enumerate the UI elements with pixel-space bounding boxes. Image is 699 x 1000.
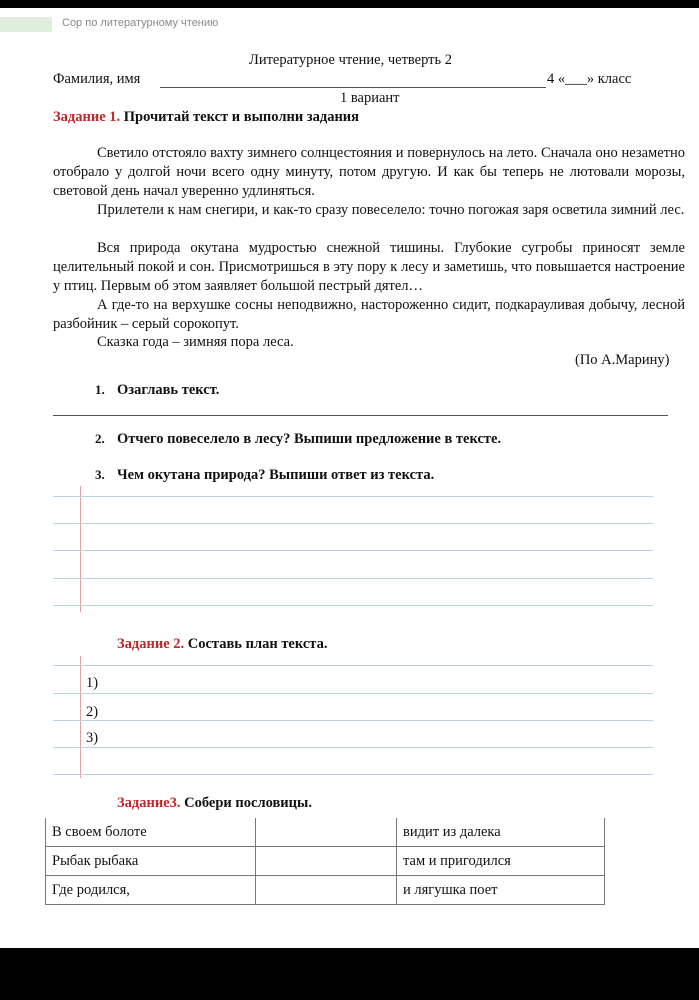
plan-line[interactable] (53, 665, 653, 666)
task2-title: Составь план текста. (187, 636, 328, 652)
table-row (46, 847, 605, 876)
question-number: 2. (95, 431, 105, 446)
task1-heading (53, 109, 359, 126)
answer-line[interactable] (53, 578, 653, 579)
task3-heading (117, 795, 312, 812)
proverb-end: и лягушка поет (397, 876, 605, 905)
grade-blank[interactable]: ___ (565, 71, 587, 87)
answer-line-title[interactable] (53, 415, 668, 416)
question-1 (95, 382, 219, 399)
proverb-end: там и пригодился (397, 847, 605, 876)
proverb-start: Где родился, (46, 876, 256, 905)
proverb-start: Рыбак рыбака (46, 847, 256, 876)
proverb-match-cell[interactable] (256, 876, 397, 905)
margin-line (80, 486, 81, 612)
answer-line[interactable] (53, 605, 653, 606)
task1-label: Задание 1. (53, 109, 121, 125)
question-text: Чем окутана природа? Выпиши ответ из текста. (117, 467, 435, 483)
plan-line[interactable] (53, 774, 653, 775)
variant-label: 1 вариант (340, 90, 400, 106)
text-paragraph: Вся природа окутана мудростью снежной тишины. Глубокие сугробы приносят земле целительный покой и сон. Присмотришься в эту пору к лесу и заметишь, что повышается настроение у птиц. Первым об этом заявляет большой пестрый дятел… (53, 240, 685, 294)
question-text: Отчего повеселело в лесу? Выпиши предложение в тексте. (117, 431, 502, 447)
answer-line[interactable] (53, 523, 653, 524)
question-number: 3. (95, 467, 105, 482)
grade-prefix: 4 « (547, 71, 566, 87)
task1-title: Прочитай текст и выполни задания (123, 109, 360, 125)
document-title-bar (0, 8, 699, 42)
proverbs-table (45, 818, 605, 905)
question-2 (95, 431, 501, 448)
plan-line[interactable] (53, 747, 653, 748)
grade-field (547, 71, 631, 88)
question-number: 1. (95, 382, 105, 397)
title-accent (0, 17, 52, 32)
subject-title: Литературное чтение, четверть 2 (249, 52, 452, 68)
task2-heading (117, 636, 327, 653)
table-row (46, 876, 605, 905)
name-label: Фамилия, имя (53, 71, 141, 87)
author-credit: (По А.Марину) (575, 352, 670, 368)
answer-line[interactable] (53, 550, 653, 551)
text-paragraph: Светило отстояло вахту зимнего солнцестояния и повернулось на лето. Сначала оно незаметно отобрало у долгой ночи всего одну минуту, потом другую. И как бы теперь не лютовали морозы, световой день начал уверенно удлиняться. (53, 145, 685, 199)
plan-item-2: 2) (86, 704, 99, 720)
plan-line[interactable] (53, 720, 653, 721)
task3-label: Задание3. (117, 795, 181, 811)
grade-suffix: » класс (586, 71, 632, 87)
proverb-match-cell[interactable] (256, 818, 397, 847)
task3-title: Собери пословицы. (184, 795, 312, 811)
name-blank-line[interactable] (160, 87, 546, 88)
document-page (0, 8, 699, 948)
proverb-match-cell[interactable] (256, 847, 397, 876)
text-paragraph: Сказка года – зимняя пора леса. (97, 334, 294, 350)
proverb-start: В своем болоте (46, 818, 256, 847)
plan-item-3: 3) (86, 730, 99, 746)
text-paragraph: А где-то на верхушке сосны неподвижно, настороженно сидит, подкарауливая добычу, лесной разбойник – серый сорокопут. (53, 297, 685, 332)
proverb-end: видит из далека (397, 818, 605, 847)
margin-line (80, 656, 81, 778)
answer-line[interactable] (53, 496, 653, 497)
table-row (46, 818, 605, 847)
plan-item-1: 1) (86, 675, 99, 691)
task2-label: Задание 2. (117, 636, 185, 652)
text-paragraph: Прилетели к нам снегири, и как-то сразу повеселело: точно погожая заря осветила зимний лес. (97, 202, 685, 218)
document-title: Сор по литературному чтению (62, 17, 219, 29)
question-text: Озаглавь текст. (117, 382, 220, 398)
plan-line[interactable] (53, 693, 653, 694)
question-3 (95, 467, 434, 484)
